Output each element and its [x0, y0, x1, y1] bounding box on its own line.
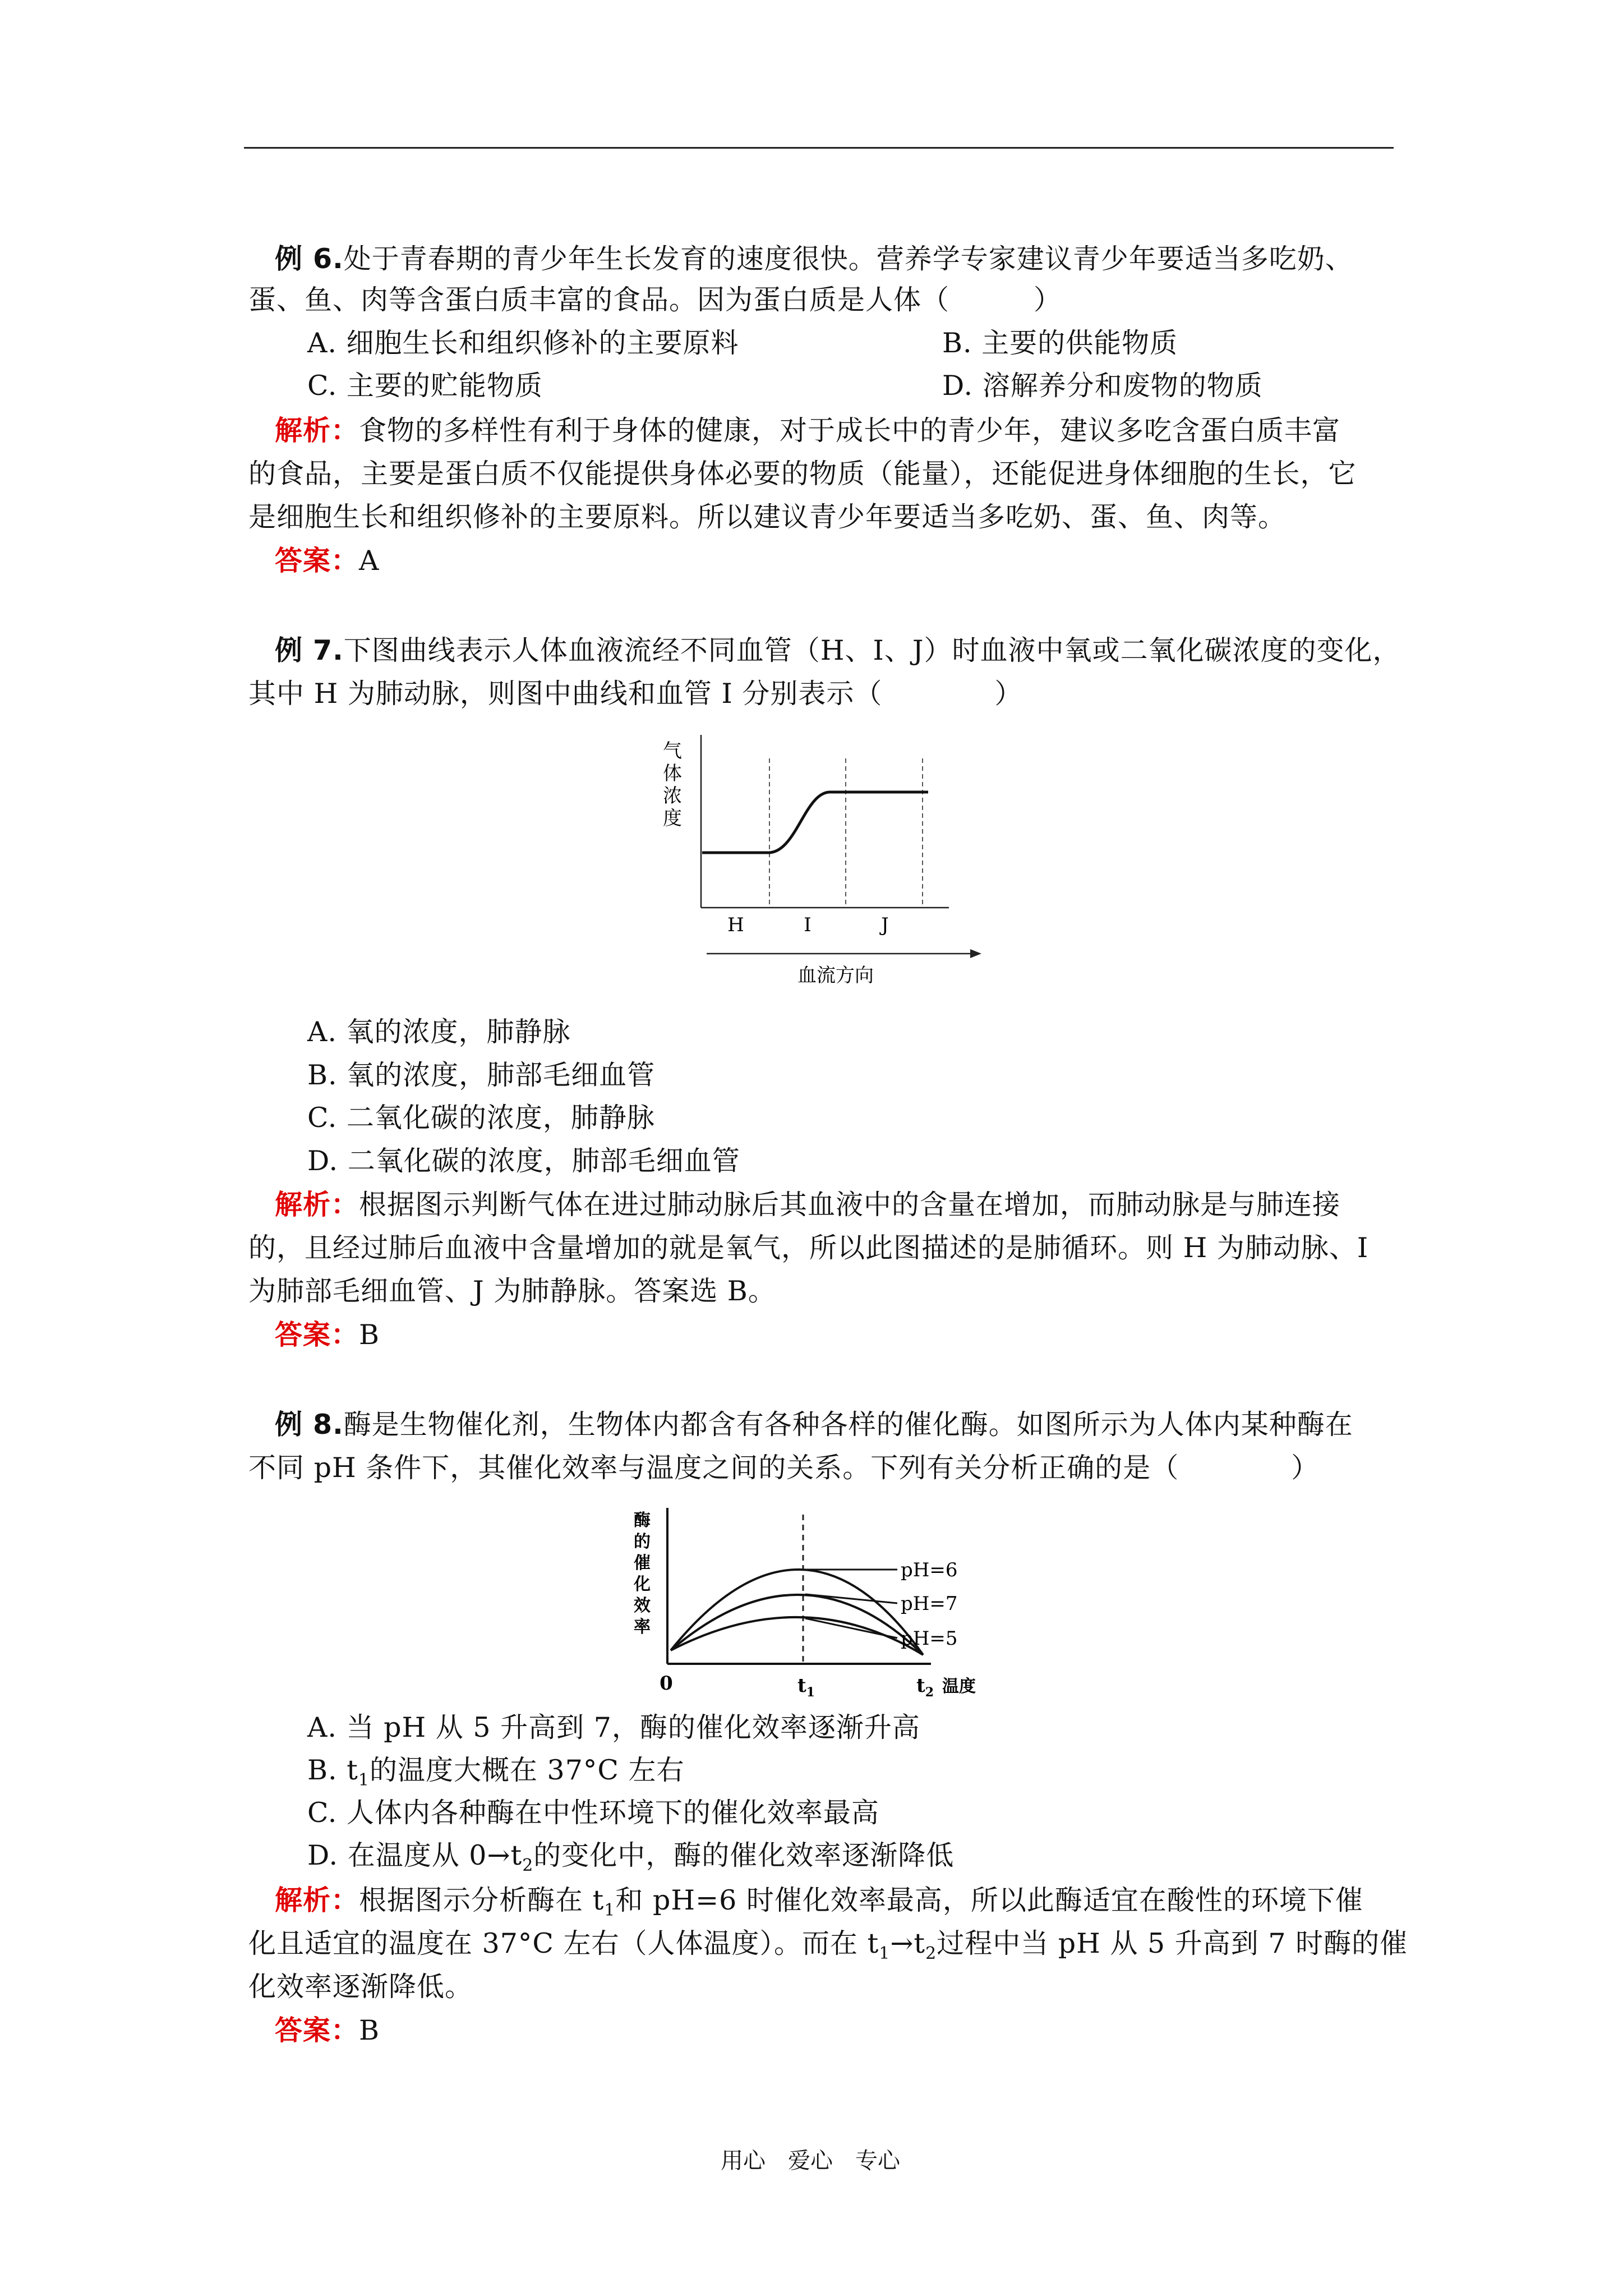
- q8-xlabel: 温度: [942, 1677, 976, 1696]
- header-rule: [244, 147, 1394, 149]
- q7-label-j: J: [881, 914, 889, 936]
- q8-ylabel-char: 酶: [634, 1511, 651, 1530]
- q7-option-a: A. 氧的浓度，肺静脉: [307, 1016, 571, 1048]
- q6-analysis-line2: 的食品，主要是蛋白质不仅能提供身体必要的物质（能量），还能促进身体细胞的生长，它: [248, 458, 1357, 490]
- q8-curve-ph6: [671, 1570, 923, 1655]
- q7-label-h: H: [727, 914, 744, 936]
- q6-option-a: A. 细胞生长和组织修补的主要原料: [307, 327, 739, 359]
- q7-ylabel: [663, 740, 682, 830]
- page-footer: 用心 爱心 专心: [721, 2148, 900, 2174]
- q8-analysis-line2: 化且适宜的温度在 37°C 左右（人体温度）。而在 $t_1\to t_2$过程中当 pH 从 5 升高到 7 时酶的催: [248, 1927, 1408, 1963]
- q7-line1: 例 7.下图曲线表示人体血液流经不同血管（H、I、J）时血液中氧或二氧化碳浓度的变化，: [275, 634, 1401, 666]
- q8-analysis-line3: 化效率逐渐降低。: [248, 1971, 473, 2003]
- q8-leader-ph7: [805, 1594, 897, 1603]
- q7-curve: [702, 792, 928, 853]
- q8-option-d: D. 在温度从 $0\to t_2$的变化中，酶的催化效率逐渐降低: [307, 1839, 955, 1875]
- q8-tick-t1: $t_1$: [797, 1674, 815, 1700]
- q6-option-c: C. 主要的贮能物质: [307, 370, 543, 402]
- q8-ylabel-char: 催: [634, 1553, 651, 1573]
- q7-line2: 其中 H 为肺动脉，则图中曲线和血管 I 分别表示（ ）: [248, 678, 1023, 710]
- q8-line2: 不同 pH 条件下，其催化效率与温度之间的关系。下列有关分析正确的是（ ）: [248, 1452, 1320, 1484]
- q6-analysis-line1: 解析：食物的多样性有利于身体的健康，对于成长中的青少年，建议多吃含蛋白质丰富: [275, 415, 1341, 447]
- q7-option-d: D. 二氧化碳的浓度，肺部毛细血管: [307, 1145, 740, 1177]
- q6-analysis-line3: 是细胞生长和组织修补的主要原料。所以建议青少年要适当多吃奶、蛋、鱼、肉等。: [248, 501, 1287, 533]
- q8-analysis-line1: 解析：根据图示分析酶在 $t_1$和 pH=6 时催化效率最高，所以此酶适宜在酸性的环境下催: [275, 1884, 1363, 1920]
- q8-ylabel-char: 化: [634, 1575, 651, 1594]
- q8-label-ph5: pH=5: [901, 1627, 958, 1650]
- q6-line2: 蛋、鱼、肉等含蛋白质丰富的食品。因为蛋白质是人体（ ）: [248, 284, 1062, 316]
- q7-analysis-line2: 的，且经过肺后血液中含量增加的就是氧气，所以此图描述的是肺循环。则 H 为肺动脉、I: [248, 1232, 1369, 1264]
- q7-ylabel-char: 浓: [663, 785, 682, 807]
- q7-flow-arrowhead: [970, 949, 981, 958]
- q7-option-b: B. 氧的浓度，肺部毛细血管: [307, 1059, 656, 1091]
- q8-option-c: C. 人体内各种酶在中性环境下的催化效率最高: [307, 1797, 879, 1829]
- q8-label-ph7: pH=7: [901, 1593, 958, 1615]
- q8-option-b: B. $t_1$的温度大概在 37°C 左右: [307, 1754, 685, 1790]
- q7-analysis-line1: 解析：根据图示判断气体在进过肺动脉后其血液中的含量在增加，而肺动脉是与肺连接: [275, 1189, 1341, 1221]
- q7-analysis-line3: 为肺部毛细血管、J 为肺静脉。答案选 B。: [248, 1275, 776, 1307]
- q6-option-b: B. 主要的供能物质: [942, 327, 1178, 359]
- q8-answer: 答案：B: [275, 2014, 380, 2046]
- q8-curve-ph7: [671, 1595, 923, 1655]
- q8-label-ph6: pH=6: [901, 1559, 958, 1581]
- q6-answer: 答案：A: [275, 545, 380, 577]
- q7-answer: 答案：B: [275, 1319, 380, 1351]
- q7-figure: [651, 724, 987, 1004]
- q8-ylabel-char: 效: [634, 1596, 651, 1616]
- q8-figure: [623, 1503, 987, 1705]
- q7-ylabel-char: 气: [663, 740, 682, 762]
- q8-ylabel-char: 率: [634, 1617, 651, 1637]
- q8-tick-t2: $t_2$: [916, 1674, 934, 1700]
- q6-line1: 例 6.处于青春期的青少年生长发育的速度很快。营养学专家建议青少年要适当多吃奶、: [275, 243, 1353, 275]
- q7-ylabel-char: 度: [663, 807, 682, 830]
- q8-line1: 例 8.酶是生物催化剂，生物体内都含有各种各样的催化酶。如图所示为人体内某种酶在: [275, 1409, 1353, 1441]
- q7-xlabel: 血流方向: [797, 964, 874, 987]
- q8-ylabel-char: 的: [634, 1532, 651, 1552]
- q7-ylabel-char: 体: [663, 762, 682, 785]
- q7-option-c: C. 二氧化碳的浓度，肺静脉: [307, 1102, 655, 1134]
- q7-label-i: I: [804, 914, 811, 936]
- q8-ylabel: [633, 1511, 651, 1637]
- q6-option-d: D. 溶解养分和废物的物质: [942, 370, 1263, 402]
- q8-option-a: A. 当 pH 从 5 升高到 7，酶的催化效率逐渐升高: [307, 1711, 920, 1743]
- q8-origin: 0: [660, 1672, 673, 1695]
